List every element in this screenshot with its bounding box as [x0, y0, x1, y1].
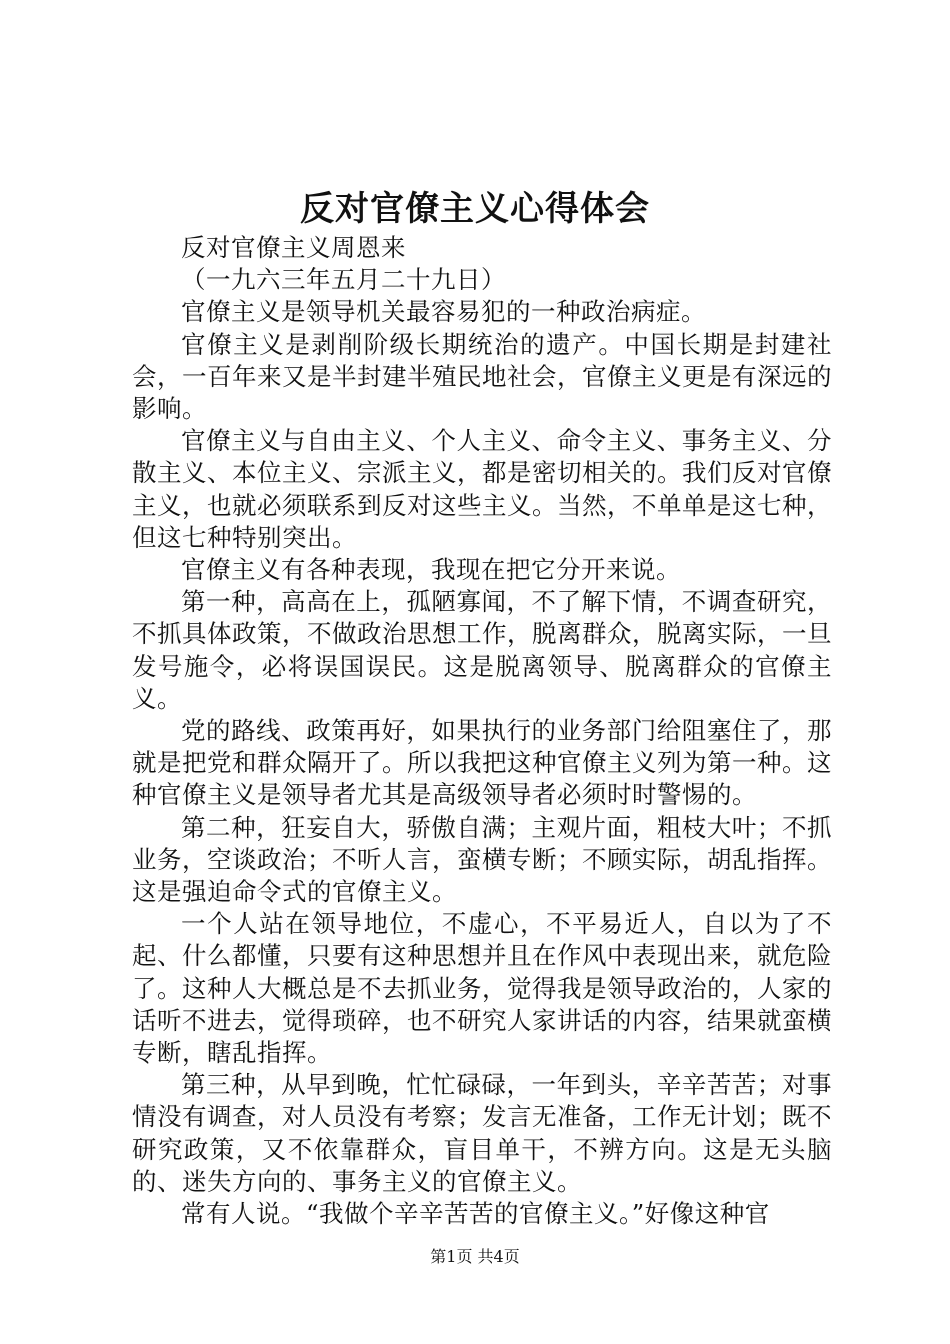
paragraph: 第三种，从早到晚，忙忙碌碌，一年到头，辛辛苦苦；对事情没有调查，对人员没有考察；发言无准备，工作无计划；既不研究政策，又不依靠群众，盲目单干，不辨方向。这是无头脑的、迷失方向的、事务主义的官僚主义。	[132, 1070, 832, 1196]
document-title: 反对官僚主义心得体会	[300, 189, 650, 229]
page-footer: 第1页 共4页	[430, 1247, 520, 1266]
paragraph: （一九六三年五月二十九日）	[181, 265, 506, 295]
paragraph: 官僚主义有各种表现，我现在把它分开来说。	[181, 555, 681, 585]
paragraph: 官僚主义是领导机关最容易犯的一种政治病症。	[181, 297, 706, 327]
paragraph: 第一种，高高在上，孤陋寡闻，不了解下情，不调查研究，不抓具体政策，不做政治思想工作，脱离群众，脱离实际，一旦发号施令，必将误国误民。这是脱离领导、脱离群众的官僚主义。	[132, 587, 832, 713]
document-body	[132, 232, 832, 1230]
paragraph: 官僚主义是剥削阶级长期统治的遗产。中国长期是封建社会，一百年来又是半封建半殖民地社会，官僚主义更是有深远的影响。	[132, 329, 832, 424]
paragraph: 第二种，狂妄自大，骄傲自满；主观片面，粗枝大叶；不抓业务，空谈政治；不听人言，蛮横专断；不顾实际，胡乱指挥。这是强迫命令式的官僚主义。	[132, 812, 832, 907]
paragraph: 党的路线、政策再好，如果执行的业务部门给阻塞住了，那就是把党和群众隔开了。所以我把这种官僚主义列为第一种。这种官僚主义是领导者尤其是高级领导者必须时时警惕的。	[132, 716, 832, 810]
paragraph: 一个人站在领导地位，不虚心，不平易近人，自以为了不起、什么都懂，只要有这种思想并且在作风中表现出来，就危险了。这种人大概总是不去抓业务，觉得我是领导政治的，人家的话听不进去，觉得琐碎，也不研究人家讲话的内容，结果就蛮横专断，瞎乱指挥。	[132, 909, 832, 1068]
paragraph: 官僚主义与自由主义、个人主义、命令主义、事务主义、分散主义、本位主义、宗派主义，都是密切相关的。我们反对官僚主义，也就必须联系到反对这些主义。当然，不单单是这七种，但这七种特别突出。	[132, 426, 832, 552]
paragraph: 反对官僚主义周恩来	[181, 233, 406, 262]
paragraph: 常有人说。“我做个辛辛苦苦的官僚主义。”好像这种官	[181, 1199, 770, 1229]
